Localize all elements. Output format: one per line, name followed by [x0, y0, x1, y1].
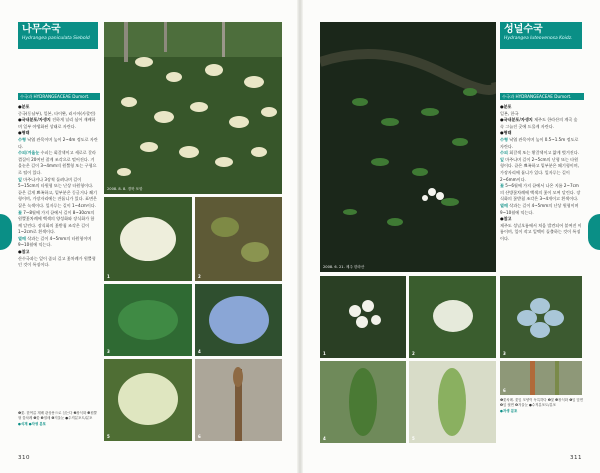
- twig-image: [195, 197, 282, 281]
- section-body: 일본, 한국: [500, 110, 519, 116]
- right-family-bar: 수국과 HYDRANGEACEAE Dumort.: [500, 93, 584, 100]
- feature-text: 낙엽 관목이며 높이 2~4m 정도로 자란다.: [18, 136, 98, 149]
- section-heading: ●형태: [500, 130, 512, 136]
- book-gutter: [297, 0, 303, 473]
- footnote-legend: ●자생 분포: [500, 408, 518, 413]
- right-footnote: [500, 398, 584, 442]
- feature-text: 마주나거나 3장씩 돌려나며 길이 5~15cm의 타원형 또는 난상 타원형이다. 끝은 길게 뾰족하고, 밑부분은 둥글거나 쐐기형이며, 가장자리에는 잔톱니가 있다. 표면은 짙은 녹색이다. 잎자루는 길이 1~4cm이다.: [18, 176, 97, 208]
- photo-1: [104, 197, 192, 281]
- photo-2: [195, 197, 282, 281]
- photo-2: [409, 276, 496, 358]
- photo-3: [104, 284, 192, 356]
- photo-4: [195, 284, 282, 356]
- feature-label: 수형: [500, 136, 508, 142]
- feature-label: 열매: [18, 235, 26, 241]
- shrub-in-forest-image: [320, 22, 496, 272]
- leaf-back-image: [409, 361, 496, 443]
- photo-number: 6: [503, 388, 506, 393]
- feature-text: 삭과는 길이 4~5mm의 타원형이며 9~10월에 익는다.: [18, 235, 92, 248]
- left-footnote: [18, 411, 100, 441]
- stem-image: [500, 361, 582, 395]
- feature-label: 열매: [500, 202, 508, 208]
- left-family-bar: 수국과 HYDRANGEACEAE Dumort.: [18, 93, 100, 100]
- page-number: 311: [570, 455, 582, 461]
- section-heading: ●국내분포/자생지: [500, 117, 533, 123]
- section-heading: ●참고: [18, 249, 30, 255]
- left-title-block: [18, 22, 98, 49]
- blue-sepal-image: [500, 276, 582, 358]
- section-body: 제주도 성널오름에서 처음 발견되어 붙여진 이름이며, 잎이 작고 잎맥이 돌출하는 것이 특징이다.: [500, 222, 582, 241]
- section-body: 진하게 널리 심어 재배하며 일부 야생화된 상태로 자란다.: [18, 117, 96, 129]
- flower-cluster-image: [320, 276, 406, 358]
- feature-label: 꽃: [18, 209, 22, 215]
- section-heading: ●형태: [18, 130, 30, 136]
- main-photo: [320, 22, 496, 272]
- feature-text: 5~6월에 가지 끝에서 나온 지름 2~7cm의 산방꽃차례에 백색의 꽃이 모여 달린다. 장식화의 꽃받침 조각은 3~4개이고 흰색이다.: [500, 183, 581, 202]
- leaf-image: [104, 284, 192, 356]
- left-title-korean: 나무수국: [22, 24, 61, 35]
- white-flower-image: [104, 359, 192, 441]
- section-heading: ●분포: [500, 104, 512, 109]
- feature-text: 7~8월에 가지 끝에서 길이 8~30cm의 원뿔꽃차례에 백색의 양성화와 장식화가 함께 달린다. 장식화의 꽃받침 조각은 길이 1~2cm로 흰색이다.: [18, 209, 95, 235]
- feature-label: 수피/겨울눈: [18, 150, 40, 156]
- right-page: [300, 0, 600, 473]
- footnote-text: ❶꽃. 한여름 재배 관상용으로 심는다 ❷장식화 ❸원뿔형 꽃차례 ❹꽃 ❺열매 ❻겨울눈 ●수직분포도/분포: [18, 411, 97, 421]
- photo-6: [500, 361, 582, 395]
- left-description: [18, 104, 98, 404]
- feature-label: 꽃: [500, 183, 504, 189]
- photo-number: 4: [198, 349, 201, 354]
- page-number: 310: [18, 455, 30, 461]
- photo-caption: 2008. 8. 8. 경북 포항: [107, 187, 143, 191]
- section-heading: ●국내분포/자생지: [18, 117, 51, 123]
- right-title-korean: 성널수국: [504, 24, 543, 35]
- photo-1: [320, 276, 406, 358]
- winter-bud-image: [195, 359, 282, 441]
- blue-flower-image: [195, 284, 282, 356]
- left-thumb-tab: [0, 214, 12, 250]
- left-title-scientific: Hydrangea paniculata Siebold: [22, 36, 90, 41]
- photo-number: 5: [412, 436, 415, 441]
- photo-6: [195, 359, 282, 441]
- main-photo: [104, 22, 282, 194]
- photo-3: [500, 276, 582, 358]
- photo-number: 3: [107, 349, 110, 354]
- feature-text: 수피는 회갈색이고 세로로 갈라 껍질이 20여년 잘게 조각으로 떨어진다. 겨울눈은 길이 3~4mm의 원뿔형 또는 구형으로 털이 있다.: [18, 150, 97, 175]
- feature-label: 수피: [500, 150, 508, 156]
- flower-cluster-image: [104, 197, 192, 281]
- section-heading: ●분포: [18, 104, 30, 109]
- section-body: 산수국과는 잎이 좀더 길고 꽃차례가 원뿔형인 것이 특징이다.: [18, 255, 96, 268]
- photo-5: [104, 359, 192, 441]
- feature-text: 마주나며 길이 2~5cm의 난형 또는 타원형이다. 끝은 뾰족하고 밑부분은 쐐기형이며, 가장자리에 톱니가 있다. 잎자루는 길이 2~6mm이다.: [500, 156, 579, 182]
- photo-number: 2: [198, 274, 201, 279]
- section-body: 제주도 한라산의 계곡 숲 속 그늘진 곳에 드물게 자란다.: [500, 117, 578, 129]
- flower-closeup-image: [409, 276, 496, 358]
- feature-text: 회갈색 또는 황갈색이고 얇게 벗겨진다.: [509, 150, 580, 156]
- photo-caption: 2008. 6. 21. 제주 한라산: [323, 265, 365, 269]
- photo-4: [320, 361, 406, 443]
- leaf-front-image: [320, 361, 406, 443]
- footnote-legend: ●식재 ●자생 분포: [18, 421, 46, 426]
- hydrangea-bush-image: [104, 22, 282, 194]
- feature-text: 낙엽 관목이며 높이 0.5~1.5m 정도로 자란다.: [500, 136, 579, 149]
- photo-5: [409, 361, 496, 443]
- right-thumb-tab: [588, 214, 600, 250]
- photo-number: 5: [107, 434, 110, 439]
- section-body: 중국(동남부), 일본, 타이완, 러시아(사할린): [18, 110, 96, 116]
- photo-number: 2: [412, 351, 415, 356]
- photo-number: 3: [503, 351, 506, 356]
- section-heading: ●참고: [500, 216, 512, 222]
- photo-number: 6: [198, 434, 201, 439]
- photo-number: 1: [107, 274, 110, 279]
- footnote-text: ❶꽃차례. 꽃잎 모양이 독특하다 ❷꽃 ❸장식화 ❹잎 앞면 ❺잎 뒷면 ❻겨울눈 ●수직분포도/분포: [500, 398, 584, 408]
- photo-number: 4: [323, 436, 326, 441]
- right-title-block: [500, 22, 582, 49]
- photo-number: 1: [323, 351, 326, 356]
- right-title-scientific: Hydrangea luteovenosa Koidz.: [504, 36, 573, 41]
- feature-label: 잎: [18, 176, 22, 182]
- feature-text: 삭과는 길이 4~5mm의 난상 원형이며 9~10월에 익는다.: [500, 202, 579, 215]
- feature-label: 수형: [18, 136, 26, 142]
- feature-label: 잎: [500, 156, 504, 162]
